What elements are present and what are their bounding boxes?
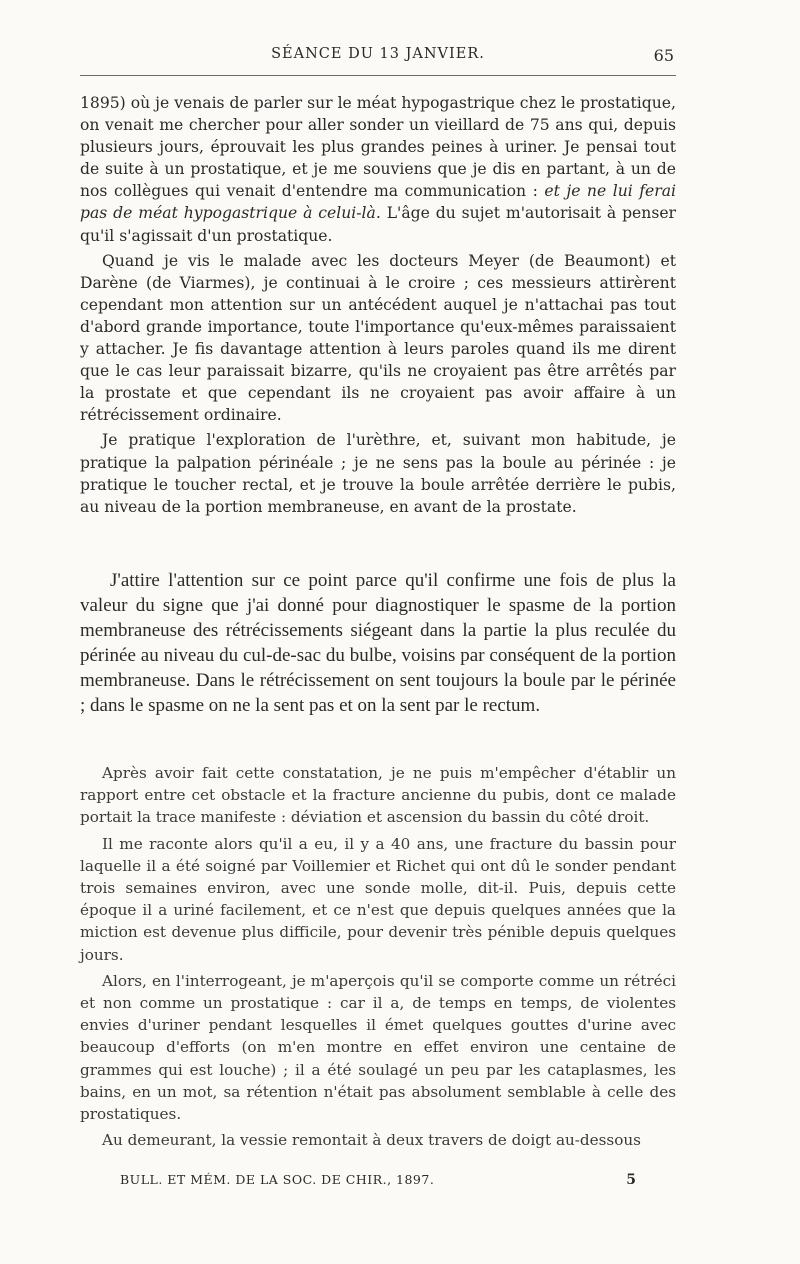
paragraph: Je pratique l'exploration de l'urèthre, et, suivant mon habitude, je pratique la palpation périnéale ; je ne sens pas la boule au périnée : je pratique le toucher rectal, et je trouve la boule arrêtée derrière le pubis, au niveau de la portion membraneuse, en avant de la prostate. <box>80 431 676 516</box>
text-block-bottom <box>80 762 676 1151</box>
page-number: 65 <box>653 46 674 65</box>
paragraph-text-cont: L'âge du sujet m'autorisait à penser qu'il s'agissait d'un prostatique. <box>80 204 677 245</box>
text-block-large <box>80 568 676 718</box>
italic-quote: et je ne lui ferai pas de méat hypogastrique à celui-là. <box>80 182 676 223</box>
paragraph: Il me raconte alors qu'il a eu, il y a 40 ans, une fracture du bassin pour laquelle il a été soigné par Voillemier et Richet qui ont dû le sonder pendant trois semaines environ, avec une sonde molle, dit-il. Puis, depuis cette époque il a uriné facilement, et ce n'est que depuis quelques années que la miction est devenue plus difficile, pour devenir très pénible depuis quelques jours. <box>80 834 676 964</box>
paragraph: Alors, en l'interrogeant, je m'aperçois qu'il se comporte comme un rétréci et non comme un prostatique : car il a, de temps en temps, de violentes envies d'uriner pendant lesquelles il émet quelques gouttes d'urine avec beaucoup d'efforts (on m'en montre en effet environ une centaine de grammes qui est louche) ; il a été soulagé un peu par les cataplasmes, les bains, en un mot, sa rétention n'était pas absolument semblable à celle des prostatiques. <box>80 971 676 1124</box>
paragraph-large: J'attire l'attention sur ce point parce qu'il confirme une fois de plus la valeur du signe que j'ai donné pour diagnostiquer le spasme de la portion membraneuse des rétrécissements siégeant dans la partie la plus reculée du périnée au niveau du cul-de-sac du bulbe, voisins par conséquent de la portion membraneuse. Dans le rétrécissement on sent toujours la boule par le périnée ; dans le spasme on ne la sent pas et on la sent par le rectum. <box>80 570 676 716</box>
header-rule <box>80 75 676 76</box>
paragraph-text: 1895) où je venais de parler sur le méat hypogastrique chez le prostatique, on venait me chercher pour aller sonder un vieillard de 75 ans qui, depuis plusieurs jours, éprouvait les plus grandes peines à uriner. Je pensai tout de suite à un prostatique, et je me souviens que je dis en partant, à un de nos collègues qui venait d'entendre ma communication : <box>80 94 676 201</box>
paragraph: Après avoir fait cette constatation, je ne puis m'empêcher d'établir un rapport entre cet obstacle et la fracture ancienne du pubis, dont ce malade portait la trace manifeste : déviation et ascension du bassin du côté droit. <box>80 764 676 827</box>
page <box>80 0 676 1264</box>
signature-mark: 5 <box>626 1172 636 1188</box>
footer <box>80 1172 676 1192</box>
paragraph: Au demeurant, la vessie remontait à deux travers de doigt au-dessous <box>102 1131 641 1150</box>
paragraph: Quand je vis le malade avec les docteurs Meyer (de Beaumont) et Darène (de Viarmes), je continuai à le croire ; ces messieurs attirèrent cependant mon attention sur un antécédent auquel je n'attachai pas tout d'abord grande importance, toute l'importance qu'eux-mêmes paraissaient y attacher. Je fis davantage attention à leurs paroles quand ils me dirent que le cas leur paraissait bizarre, qu'ils ne croyaient pas être arrêtés par la prostate et que cependant ils ne croyaient pas avoir affaire à un rétrécissement ordinaire. <box>80 251 676 425</box>
text-block-top <box>80 92 676 518</box>
paragraph <box>80 92 676 247</box>
running-header <box>80 46 676 68</box>
journal-citation: BULL. ET MÉM. DE LA SOC. DE CHIR., 1897. <box>120 1172 435 1187</box>
running-title: SÉANCE DU 13 JANVIER. <box>271 46 485 62</box>
